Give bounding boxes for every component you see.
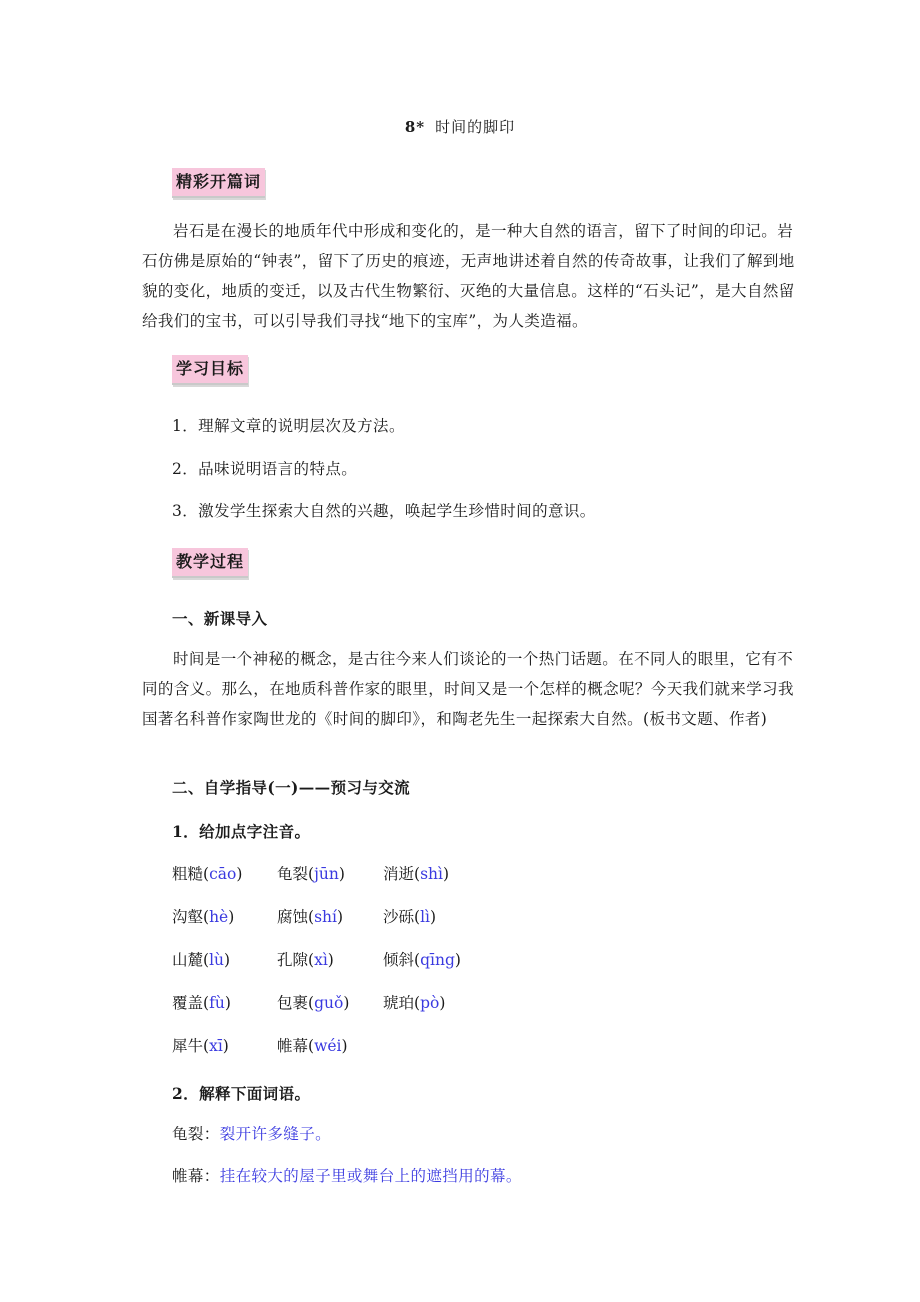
section-tag-goals: 学习目标 (172, 355, 248, 385)
pinyin-item: 沙砾(lì) (383, 908, 437, 926)
intro-paragraph: 时间是一个神秘的概念，是古往今来人们谈论的一个热门话题。在不同人的眼里，它有不同的含义。那么，在地质科普作家的眼里，时间又是一个怎样的概念呢？今天我们就来学习我国著名科普作家陶世龙的《时间的脚印》，和陶老先生一起探索大自然。(板书文题、作者) (142, 650, 794, 728)
pinyin-word: 沙砾 (383, 908, 415, 926)
definition-meaning: 裂开许多缝子。 (219, 1125, 332, 1143)
goal-item-3: 3．激发学生探索大自然的兴趣，唤起学生珍惜时间的意识。 (172, 502, 596, 520)
definition-item (172, 1122, 331, 1144)
pinyin-reading: pò (420, 994, 440, 1012)
pinyin-word: 沟壑 (172, 908, 204, 926)
pinyin-word: 琥珀 (383, 994, 415, 1012)
goal-item-1: 1．理解文章的说明层次及方法。 (172, 417, 405, 435)
pinyin-reading: shì (420, 865, 443, 883)
pinyin-reading: cāo (209, 865, 237, 883)
pinyin-item: 消逝(shì) (383, 865, 450, 883)
part2-heading: 二、自学指导(一)——预习与交流 (172, 778, 411, 797)
pinyin-item: 沟壑(hè) (172, 908, 235, 926)
pinyin-reading: fù (209, 994, 225, 1012)
pinyin-word: 龟裂 (277, 865, 309, 883)
part1-heading: 一、新课导入 (172, 609, 268, 628)
pinyin-item: 倾斜(qīng) (383, 951, 461, 969)
goal-item-2: 2．品味说明语言的特点。 (172, 460, 358, 478)
pinyin-word: 腐蚀 (277, 908, 309, 926)
pinyin-item: 犀牛(xī) (172, 1037, 229, 1055)
pinyin-reading: lì (420, 908, 430, 926)
definition-item (172, 1164, 522, 1186)
lesson-title (0, 116, 920, 137)
pinyin-word: 覆盖 (172, 994, 204, 1012)
pinyin-item: 龟裂(jūn) (277, 865, 345, 883)
pinyin-reading: xī (209, 1037, 223, 1055)
pinyin-word: 粗糙 (172, 865, 204, 883)
pinyin-item: 琥珀(pò) (383, 994, 446, 1012)
pinyin-item: 覆盖(fù) (172, 994, 231, 1012)
definition-term: 龟裂： (172, 1125, 220, 1143)
definition-term: 帷幕： (172, 1167, 220, 1185)
pinyin-item: 腐蚀(shí) (277, 908, 344, 926)
question-2-heading: 2．解释下面词语。 (172, 1084, 311, 1103)
pinyin-reading: shí (314, 908, 337, 926)
pinyin-word: 犀牛 (172, 1037, 204, 1055)
pinyin-word: 孔隙 (277, 951, 309, 969)
pinyin-word: 消逝 (383, 865, 415, 883)
pinyin-item: 包裹(guǒ) (277, 994, 350, 1012)
pinyin-reading: guǒ (314, 994, 344, 1012)
pinyin-reading: lù (209, 951, 225, 969)
lesson-number: 8* (404, 118, 426, 136)
pinyin-item: 粗糙(cāo) (172, 865, 243, 883)
pinyin-reading: hè (209, 908, 229, 926)
pinyin-item: 帷幕(wéi) (277, 1037, 348, 1055)
question-1-heading: 1．给加点字注音。 (172, 822, 311, 841)
pinyin-reading: qīng (420, 951, 455, 969)
lesson-name: 时间的脚印 (435, 118, 516, 136)
pinyin-reading: jūn (314, 865, 339, 883)
pinyin-reading: wéi (314, 1037, 342, 1055)
pinyin-word: 山麓 (172, 951, 204, 969)
pinyin-item: 山麓(lù) (172, 951, 231, 969)
definition-meaning: 挂在较大的屋子里或舞台上的遮挡用的幕。 (219, 1167, 522, 1185)
opening-paragraph: 岩石是在漫长的地质年代中形成和变化的，是一种大自然的语言，留下了时间的印记。岩石仿佛是原始的“钟表”，留下了历史的痕迹，无声地讲述着自然的传奇故事，让我们了解到地貌的变化，地质的变迁，以及古代生物繁衍、灭绝的大量信息。这样的“石头记”，是大自然留给我们的宝书，可以引导我们寻找“地下的宝库”，为人类造福。 (142, 222, 795, 330)
pinyin-reading: xì (314, 951, 328, 969)
pinyin-word: 包裹 (277, 994, 309, 1012)
section-tag-process: 教学过程 (172, 548, 248, 578)
pinyin-word: 倾斜 (383, 951, 415, 969)
pinyin-word: 帷幕 (277, 1037, 309, 1055)
section-tag-opening: 精彩开篇词 (172, 168, 265, 198)
pinyin-item: 孔隙(xì) (277, 951, 334, 969)
